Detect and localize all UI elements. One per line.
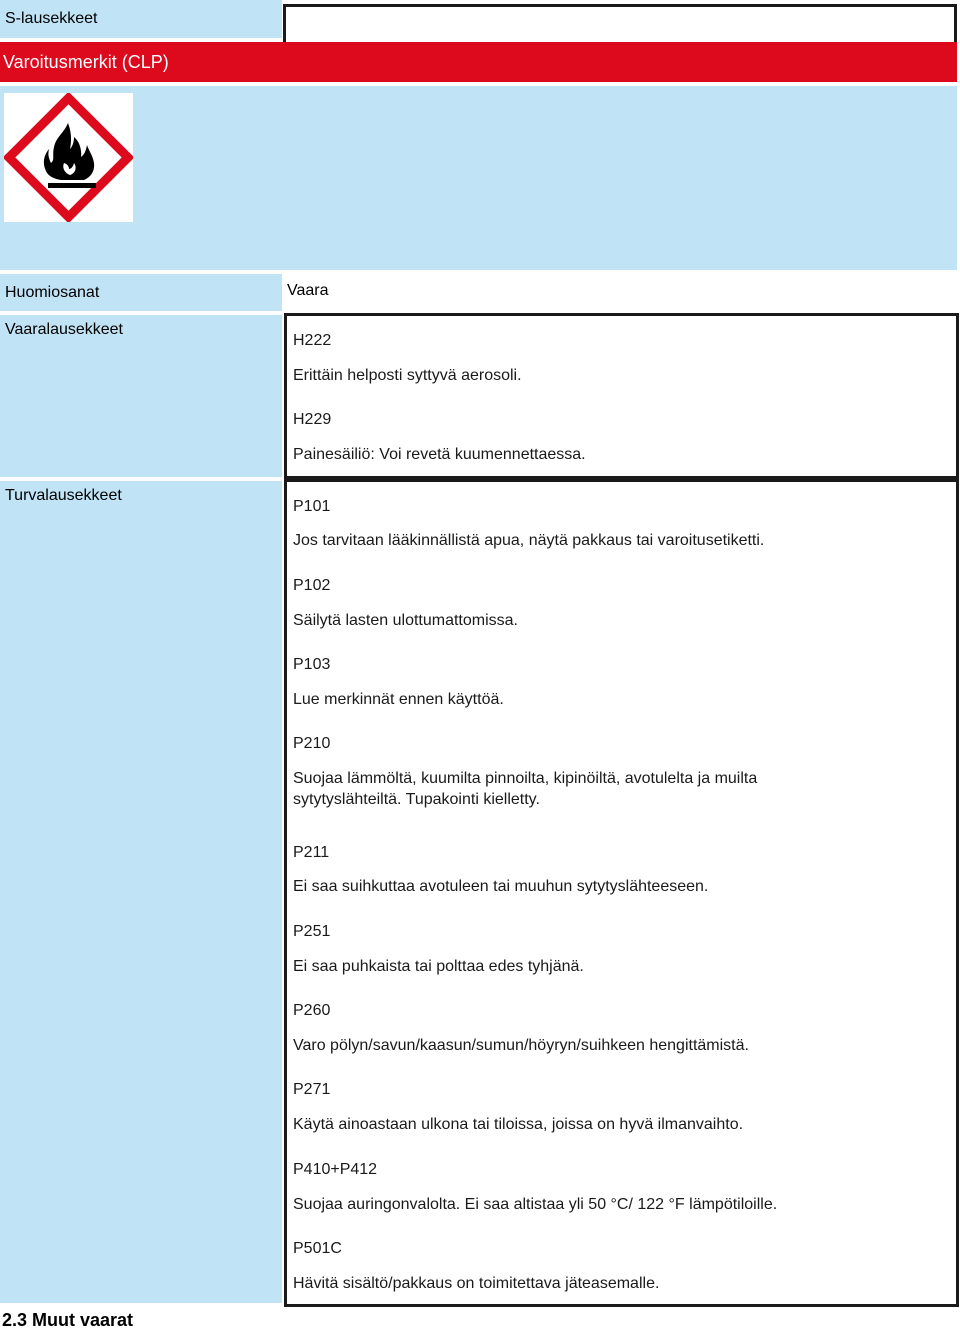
precaution-code: P101 bbox=[293, 498, 331, 515]
precaution-text: Jos tarvitaan lääkinnällistä apua, näytä pakkaus tai varoitusetiketti. bbox=[293, 532, 765, 549]
signal-word-label bbox=[0, 274, 282, 311]
precaution-code: P102 bbox=[293, 577, 331, 594]
precaution-text: Käytä ainoastaan ulkona tai tiloissa, joissa on hyvä ilmanvaihto. bbox=[293, 1116, 744, 1133]
precaution-code: P410+P412 bbox=[293, 1161, 378, 1178]
clp-header-title: Varoitusmerkit (CLP) bbox=[3, 51, 169, 72]
precaution-text: Suojaa lämmöltä, kuumilta pinnoilta, kipinöiltä, avotulelta ja muilta sytytyslähteiltä. Tupakointi kielletty. bbox=[293, 770, 758, 808]
hazard-text: Painesäiliö: Voi revetä kuumennettaessa. bbox=[293, 446, 586, 463]
hazard-statements-label-text: Vaaralausekkeet bbox=[5, 321, 123, 338]
precaution-code: P271 bbox=[293, 1081, 331, 1098]
precaution-code: P260 bbox=[293, 1002, 331, 1019]
hazard-code: H222 bbox=[293, 332, 332, 349]
ghs-pictogram bbox=[4, 93, 133, 222]
hazard-text: Erittäin helposti syttyvä aerosoli. bbox=[293, 367, 522, 384]
precaution-text: Suojaa auringonvalolta. Ei saa altistaa yli 50 °C/ 122 °F lämpötiloille. bbox=[293, 1196, 778, 1213]
precaution-code: P103 bbox=[293, 656, 331, 673]
precaution-text: Varo pölyn/savun/kaasun/sumun/höyryn/suihkeen hengittämistä. bbox=[293, 1037, 749, 1054]
precaution-text: Ei saa puhkaista tai polttaa edes tyhjänä. bbox=[293, 958, 584, 975]
precaution-text: Säilytä lasten ulottumattomissa. bbox=[293, 612, 518, 629]
precaution-code: P501C bbox=[293, 1240, 342, 1257]
precaution-code: P251 bbox=[293, 923, 331, 940]
s-phrases-value-box bbox=[283, 4, 957, 46]
precaution-code: P210 bbox=[293, 735, 331, 752]
precaution-text: Lue merkinnät ennen käyttöä. bbox=[293, 691, 504, 708]
precaution-text: Hävitä sisältö/pakkaus on toimitettava jäteasemalle. bbox=[293, 1275, 660, 1292]
s-phrases-label bbox=[0, 0, 282, 38]
hazard-statements-label bbox=[0, 315, 282, 477]
flame-icon bbox=[4, 93, 133, 222]
section-title-other-hazards: 2.3 Muut vaarat bbox=[2, 1310, 134, 1330]
precaution-text: Ei saa suihkuttaa avotuleen tai muuhun sytytyslähteeseen. bbox=[293, 878, 709, 895]
precautionary-statements-label-text: Turvalausekkeet bbox=[5, 487, 122, 504]
precautionary-statements-label bbox=[0, 481, 282, 1303]
s-phrases-label-text: S-lausekkeet bbox=[5, 10, 98, 27]
hazard-code: H229 bbox=[293, 411, 332, 428]
precaution-code: P211 bbox=[293, 844, 330, 861]
clp-header bbox=[0, 42, 957, 82]
pictogram-band bbox=[0, 86, 957, 270]
signal-word-value: Vaara bbox=[287, 282, 329, 299]
signal-word-label-text: Huomiosanat bbox=[5, 283, 100, 301]
